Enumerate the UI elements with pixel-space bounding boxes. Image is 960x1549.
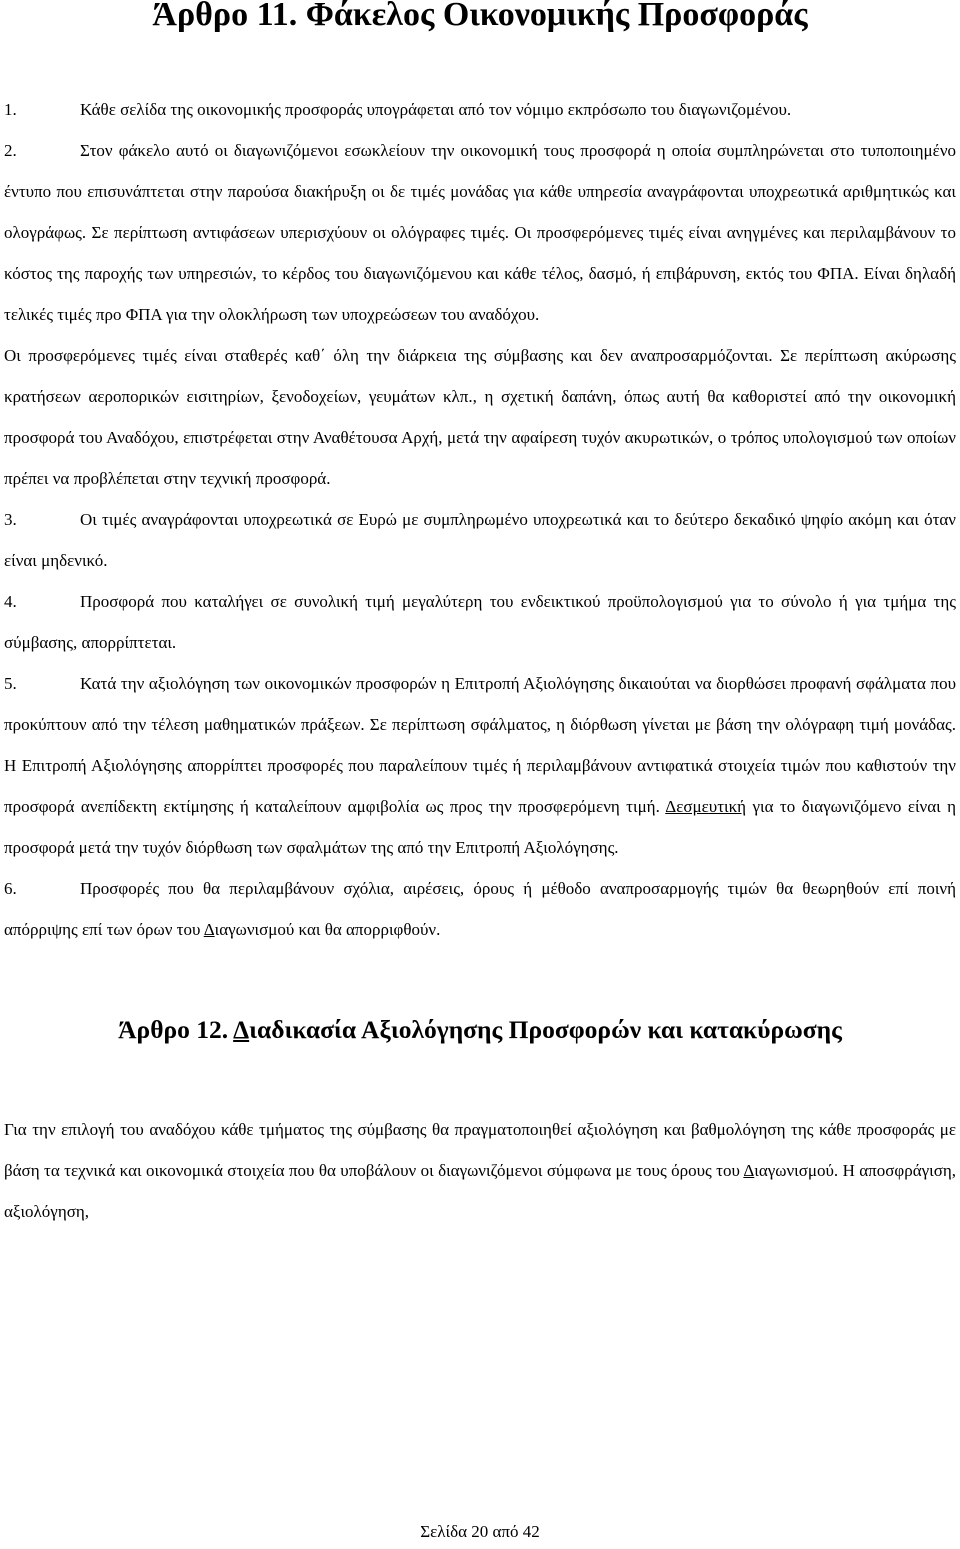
page-footer: Σελίδα 20 από 42 bbox=[420, 1522, 540, 1541]
underlined-letter: Δ bbox=[233, 1015, 250, 1044]
underlined-word: Δεσμευτική bbox=[665, 797, 747, 816]
article-11-title: Άρθρο 11. Φάκελος Οικονομικής Προσφοράς bbox=[152, 0, 808, 33]
item-number: 3. bbox=[4, 510, 17, 529]
item-text: Οι τιμές αναγράφονται υποχρεωτικά σε Ευρώ με συμπληρωμένο υποχρεωτικά και το δεύτερο δεκαδικό ψηφίο ακόμη και όταν είναι μηδενικό. bbox=[4, 510, 956, 570]
item-text-after: ιαγωνισμού και θα απορριφθούν. bbox=[214, 920, 441, 939]
article-12-title bbox=[4, 1015, 956, 1045]
article-12-title-rest: ιαδικασία Αξιολόγησης Προσφορών και κατακύρωσης bbox=[249, 1015, 842, 1044]
item-text: Κάθε σελίδα της οικονομικής προσφοράς υπογράφεται από τον νόμιμο εκπρόσωπο του διαγωνιζομένου. bbox=[80, 100, 792, 119]
item-number: 2. bbox=[4, 141, 17, 160]
article-11-item-2-continued bbox=[4, 335, 956, 499]
article-11-item-1 bbox=[4, 89, 956, 130]
spacer bbox=[4, 30, 956, 89]
article-11-item-3 bbox=[4, 499, 956, 581]
article-11-item-6 bbox=[4, 868, 956, 950]
item-number: 1. bbox=[4, 100, 17, 119]
article-12-paragraph bbox=[4, 1109, 956, 1232]
item-text: Προσφορές που θα περιλαμβάνουν σχόλια, αιρέσεις, όρους ή μέθοδο αναπροσαρμογής τιμών θα θεωρηθούν επί ποινή απόρριψης επί των όρων του bbox=[4, 879, 956, 939]
underlined-letter: Δ bbox=[203, 920, 215, 939]
spacer bbox=[4, 1045, 956, 1109]
article-11-item-2 bbox=[4, 130, 956, 335]
paragraph-text: Για την επιλογή του αναδόχου κάθε τμήματος της σύμβασης θα πραγματοποιηθεί αξιολόγηση και βαθμολόγηση της κάθε προσφοράς με βάση τα τεχνικά και οικονομικά στοιχεία που θα υποβάλουν οι διαγωνιζόμενοι σύμφωνα με τους όρους του bbox=[4, 1120, 956, 1180]
paragraph-text-after: ιαγωνισμού. Η αποσφράγιση, αξιολόγηση, bbox=[4, 1161, 956, 1221]
item-number: 4. bbox=[4, 592, 17, 611]
item-text: Στον φάκελο αυτό οι διαγωνιζόμενοι εσωκλείουν την οικονομική τους προσφορά η οποία συμπληρώνεται στο τυποποιημένο έντυπο που επισυνάπτεται στην παρούσα διακήρυξη οι δε τιμές μονάδας για κάθε υπηρεσία αναγράφονται υποχρεωτικά αριθμητικώς και ολογράφως. Σε περίπτωση αντιφάσεων υπερισχύουν οι ολόγραφες τιμές. Οι προσφερόμενες τιμές είναι ανηγμένες και περιλαμβάνουν το κόστος της παροχής των υπηρεσιών, το κέρδος του διαγωνιζόμενου και κάθε τέλος, δασμό, ή επιβάρυνση, εκτός του ΦΠΑ. Είναι δηλαδή τελικές τιμές προ ΦΠΑ για την ολοκλήρωση των υποχρεώσεων του αναδόχου. bbox=[4, 141, 956, 324]
item-text: Προσφορά που καταλήγει σε συνολική τιμή μεγαλύτερη του ενδεικτικού προϋπολογισμού για το σύνολο ή για τμήμα της σύμβασης, απορρίπτεται. bbox=[4, 592, 956, 652]
item-number: 5. bbox=[4, 674, 17, 693]
item-text: Κατά την αξιολόγηση των οικονομικών προσφορών η Επιτροπή Αξιολόγησης δικαιούται να διορθώσει προφανή σφάλματα που προκύπτουν από την τέλεση μαθηματικών πράξεων. Σε περίπτωση σφάλματος, η διόρθωση γίνεται με βάση την ολόγραφη τιμή μονάδας. Η Επιτροπή Αξιολόγησης απορρίπτει προσφορές που παραλείπουν τιμές ή περιλαμβάνουν αντιφατικά στοιχεία τιμών που καθιστούν την προσφορά ανεπίδεκτη εκτίμησης ή καταλείπουν αμφιβολία ως προς την προσφερόμενη τιμή. bbox=[4, 674, 956, 816]
article-11-item-4 bbox=[4, 581, 956, 663]
item-text-after: για το διαγωνιζόμενο είναι η προσφορά μετά την τυχόν διόρθωση των σφαλμάτων της από την Επιτροπή Αξιολόγησης. bbox=[4, 797, 956, 857]
article-12-title-prefix: Άρθρο 12. bbox=[118, 1015, 229, 1044]
item-text: Οι προσφερόμενες τιμές είναι σταθερές καθ΄ όλη την διάρκεια της σύμβασης και δεν αναπροσαρμόζονται. Σε περίπτωση ακύρωσης κρατήσεων αεροπορικών εισιτηρίων, ξενοδοχείων, γευμάτων κλπ., η σχετική δαπάνη, όπως αυτή θα καθοριστεί από την οικονομική προσφορά του Αναδόχου, επιστρέφεται στην Αναθέτουσα Αρχή, μετά την αφαίρεση τυχόν ακυρωτικών, ο τρόπος υπολογισμού των οποίων πρέπει να προβλέπεται στην τεχνική προσφορά. bbox=[4, 346, 956, 488]
article-11-item-5 bbox=[4, 663, 956, 868]
item-number: 6. bbox=[4, 879, 17, 898]
underlined-letter: Δ bbox=[743, 1161, 755, 1180]
